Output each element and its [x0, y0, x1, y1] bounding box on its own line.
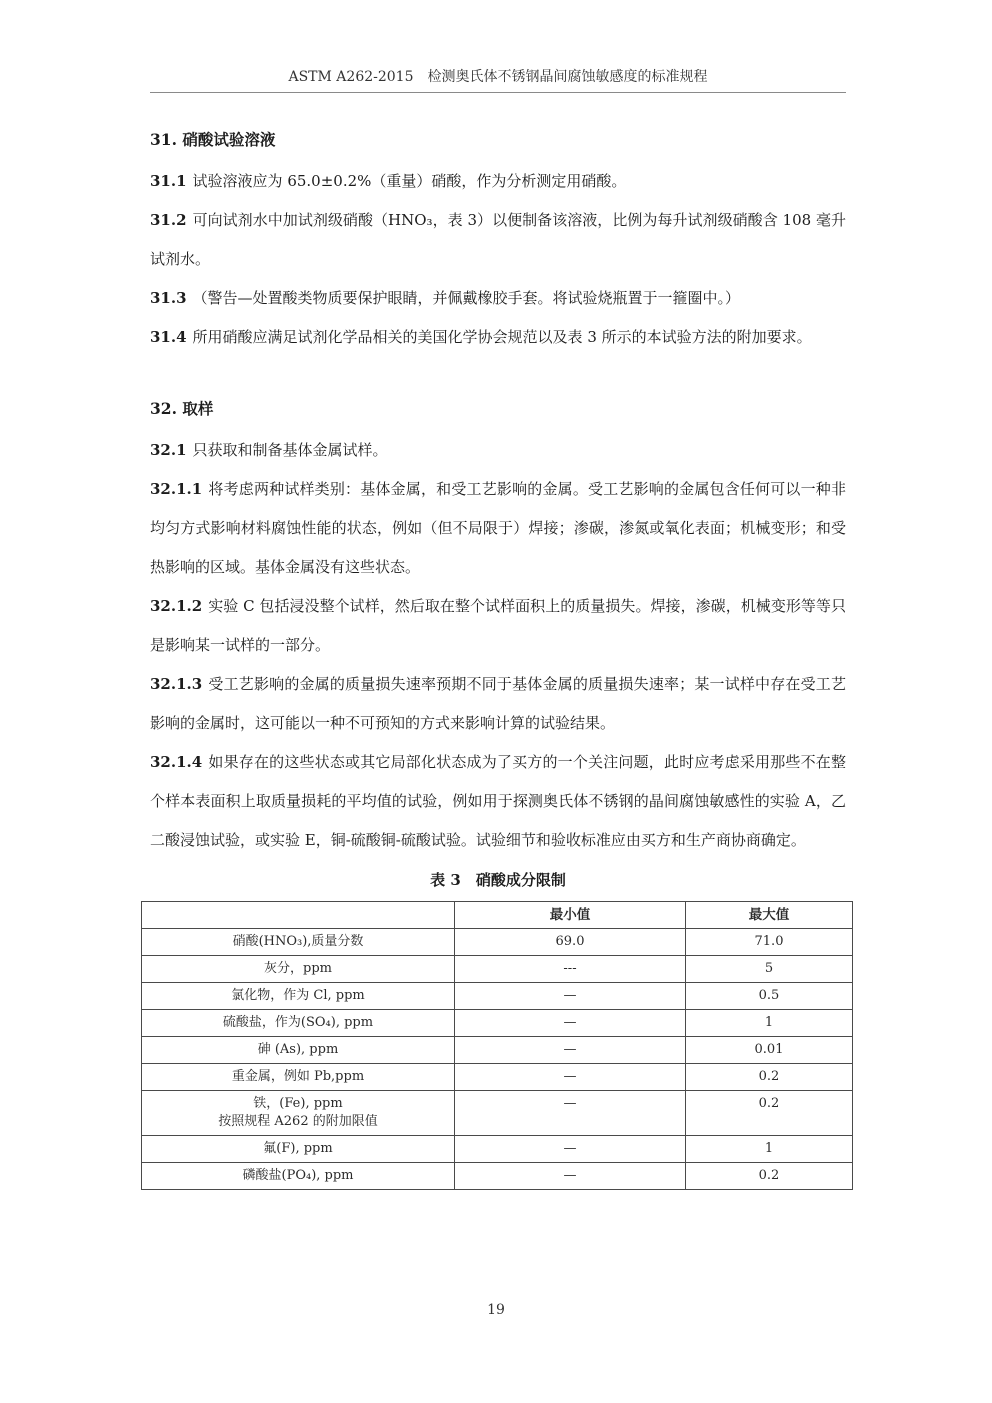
table-cell-max: 0.2: [686, 1091, 853, 1136]
section-31-body: [150, 162, 846, 357]
table-row: [142, 1064, 853, 1091]
table-cell-item: 氟(F), ppm: [142, 1136, 455, 1163]
paragraph-text: 只获取和制备基体金属试样。: [192, 441, 388, 459]
column-header-min: 最小值: [455, 902, 686, 929]
page-content: [150, 118, 846, 1190]
column-header-item: [142, 902, 455, 929]
paragraph-text: （警告—处置酸类物质要保护眼睛，并佩戴橡胶手套。将试验烧瓶置于一箍圈中。）: [192, 289, 741, 307]
paragraph-32-1-3: [150, 665, 846, 743]
paragraph-32-1-2: [150, 587, 846, 665]
table-cell-item: 灰分，ppm: [142, 956, 455, 983]
nitric-acid-limits-table: [141, 901, 853, 1190]
paragraph-text: 如果存在的这些状态或其它局部化状态成为了买方的一个关注问题，此时应考虑采用那些不在整个样本表面积上取质量损耗的平均值的试验，例如用于探测奥氏体不锈钢的晶间腐蚀敏感性的实验 A，乙二酸浸蚀试验，或实验 E，铜-硫酸铜-硫酸试验。试验细节和验收标准应由买方和生产商协商确定。: [150, 753, 846, 849]
table-row: [142, 956, 853, 983]
paragraph-31-2: [150, 201, 846, 279]
table-title: 表 3 硝酸成分限制: [430, 871, 566, 889]
paragraph-text: 受工艺影响的金属的质量损失速率预期不同于基体金属的质量损失速率；某一试样中存在受工艺影响的金属时，这可能以一种不可预知的方式来影响计算的试验结果。: [150, 675, 846, 732]
table-cell-min: —: [455, 1010, 686, 1037]
table-cell-max: 71.0: [686, 929, 853, 956]
table-cell-item: 硝酸(HNO₃),质量分数: [142, 929, 455, 956]
paragraph-number: 31.3: [150, 289, 187, 307]
table-row: [142, 1163, 853, 1190]
table-cell-item: 磷酸盐(PO₄), ppm: [142, 1163, 455, 1190]
table-row: [142, 1091, 853, 1136]
table-cell-item: 砷 (As), ppm: [142, 1037, 455, 1064]
table-cell-item: 氯化物，作为 Cl, ppm: [142, 983, 455, 1010]
paragraph-number: 32.1.2: [150, 597, 203, 615]
table-row: [142, 1037, 853, 1064]
paragraph-number: 32.1: [150, 441, 187, 459]
table-row: [142, 929, 853, 956]
paragraph-32-1-4: [150, 743, 846, 860]
paragraph-32-1: [150, 431, 846, 470]
section-31-title: 31. 硝酸试验溶液: [150, 130, 276, 149]
paragraph-text: 实验 C 包括浸没整个试样，然后取在整个试样面积上的质量损失。焊接，渗碳，机械变形等等只是影响某一试样的一部分。: [150, 597, 846, 654]
paragraph-31-4: [150, 318, 846, 357]
table-cell-max: 1: [686, 1010, 853, 1037]
table-cell-min: —: [455, 983, 686, 1010]
table-header-row: [142, 902, 853, 929]
paragraph-text: 将考虑两种试样类别：基体金属，和受工艺影响的金属。受工艺影响的金属包含任何可以一种非均匀方式影响材料腐蚀性能的状态，例如（但不局限于）焊接；渗碳，渗氮或氧化表面；机械变形；和受热影响的区域。基体金属没有这些状态。: [150, 480, 846, 576]
paragraph-number: 32.1.1: [150, 480, 203, 498]
table-cell-max: 1: [686, 1136, 853, 1163]
table-cell-item: 铁，(Fe), ppm 按照规程 A262 的附加限值: [142, 1091, 455, 1136]
table-cell-max: 0.2: [686, 1064, 853, 1091]
table-row: [142, 1010, 853, 1037]
table-cell-min: 69.0: [455, 929, 686, 956]
paragraph-number: 32.1.3: [150, 675, 203, 693]
section-32-body: [150, 431, 846, 860]
paragraph-number: 32.1.4: [150, 753, 203, 771]
table-cell-item: 重金属，例如 Pb,ppm: [142, 1064, 455, 1091]
paragraph-number: 31.2: [150, 211, 187, 229]
table-cell-max: 5: [686, 956, 853, 983]
column-header-max: 最大值: [686, 902, 853, 929]
table-cell-min: ---: [455, 956, 686, 983]
table-cell-min: —: [455, 1163, 686, 1190]
table-cell-min: —: [455, 1136, 686, 1163]
running-header: ASTM A262-2015 检测奥氏体不锈钢晶间腐蚀敏感度的标准规程: [150, 66, 846, 93]
section-spacer: [150, 357, 846, 387]
table-cell-item: 硫酸盐，作为(SO₄), ppm: [142, 1010, 455, 1037]
table-cell-min: —: [455, 1037, 686, 1064]
table-cell-min: —: [455, 1091, 686, 1136]
table-cell-max: 0.01: [686, 1037, 853, 1064]
table-cell-max: 0.5: [686, 983, 853, 1010]
table-body: [142, 929, 853, 1190]
page-number: 19: [487, 1302, 505, 1318]
paragraph-text: 试验溶液应为 65.0±0.2%（重量）硝酸，作为分析测定用硝酸。: [192, 172, 627, 190]
paragraph-text: 可向试剂水中加试剂级硝酸（HNO₃，表 3）以便制备该溶液，比例为每升试剂级硝酸含 108 毫升试剂水。: [150, 211, 846, 268]
table-row: [142, 983, 853, 1010]
paragraph-31-3: [150, 279, 846, 318]
table-cell-min: —: [455, 1064, 686, 1091]
section-32-title: 32. 取样: [150, 399, 214, 418]
table-cell-max: 0.2: [686, 1163, 853, 1190]
paragraph-number: 31.4: [150, 328, 187, 346]
paragraph-number: 31.1: [150, 172, 187, 190]
table-row: [142, 1136, 853, 1163]
paragraph-32-1-1: [150, 470, 846, 587]
paragraph-31-1: [150, 162, 846, 201]
paragraph-text: 所用硝酸应满足试剂化学品相关的美国化学协会规范以及表 3 所示的本试验方法的附加要求。: [192, 328, 812, 346]
